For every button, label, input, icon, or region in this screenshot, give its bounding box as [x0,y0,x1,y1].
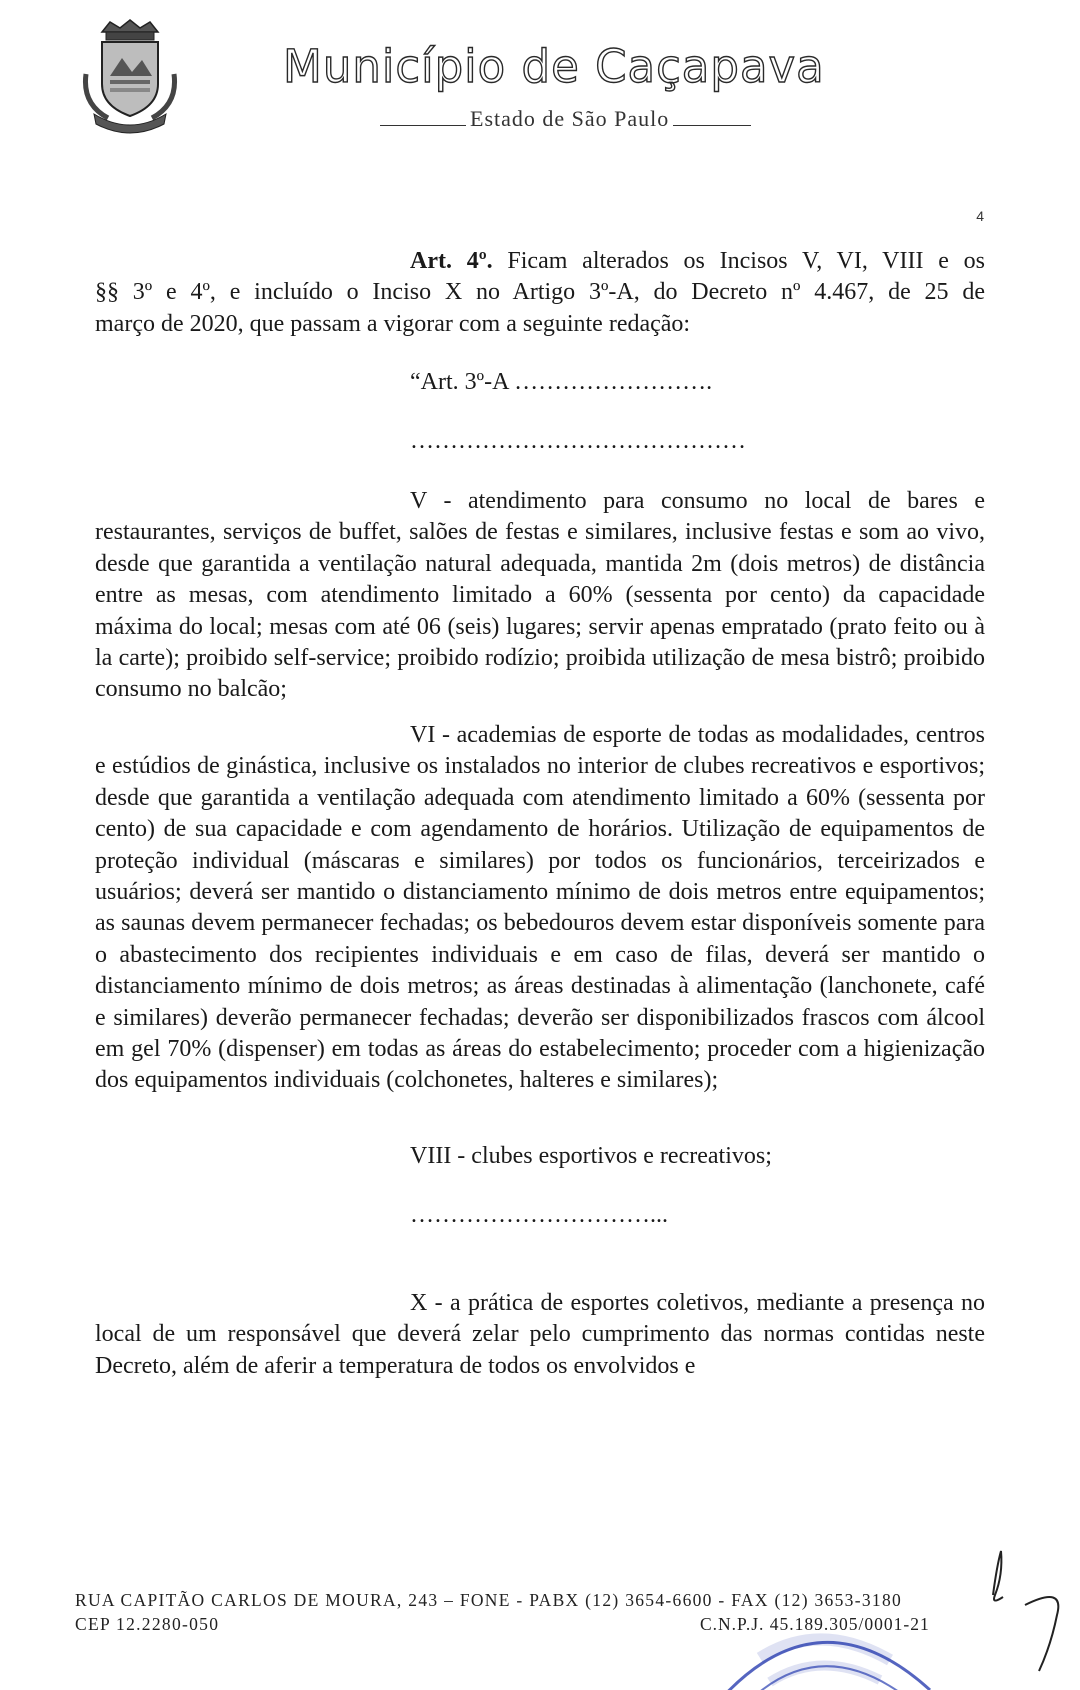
page-number: 4 [976,208,984,224]
publication-stamp [700,1610,940,1690]
ellipsis-line-1: …………………………………… [410,428,746,454]
ellipsis-line-2: …………………………... [410,1202,668,1228]
state-subtitle-text: Estado de São Paulo [470,106,670,131]
inciso-viii-line: VIII - clubes esportivos e recreativos; [410,1143,772,1169]
handwritten-signature [985,1545,1075,1674]
inciso-v-paragraph: V - atendimento para consumo no local de bares e restaurantes, serviços de buffet, salões de festas e similares, inclusive festas e som ao vivo, desde que garantida a ventilação natural adequada, mantida 2m (dois metros) de distância entre as mesas, com atendimento limitado a 60% (sessenta por cento) da capacidade máxima do local; mesas com até 06 (seis) lugares; servir apenas empratado (prato feito ou à la carte); proibido self-service; proibido rodízio; proibida utilização de mesa bistrô; proibido consumo no balcão; [95,488,985,703]
footer-cnpj: C.N.P.J. 45.189.305/0001-21 [700,1614,930,1634]
subtitle-left-rule [380,125,466,126]
municipal-crest-logo [80,14,180,134]
article-intro-text: Ficam alterados os Incisos V, VI, VIII e os [492,248,985,274]
footer-address: RUA CAPITÃO CARLOS DE MOURA, 243 – FONE - PABX (12) 3654-6600 - FAX (12) 3653-3180 [75,1590,903,1610]
quoted-article-label: “Art. 3º-A ……………………. [410,369,713,395]
article-intro-line-1 [410,248,985,275]
article-heading: Art. 4º. [410,248,493,274]
municipality-title: Município de Caçapava [283,40,825,93]
inciso-vi-paragraph: VI - academias de esporte de todas as modalidades, centros e estúdios de ginástica, inclusive os instalados no interior de clubes recreativos e esportivos; desde que garantida a ventilação adequada com atendimento limitado a 60% (sessenta por cento) de sua capacidade e com agendamento de horários. Utilização de equipamentos de proteção individual (máscaras e similares) por todos os funcionários, terceirizados e usuários; deverá ser mantido o distanciamento mínimo de dois metros entre equipamentos; as saunas devem permanecer fechadas; os bebedouros devem estar disponíveis somente para o abastecimento dos recipientes individuais e em caso de filas, deverá ser mantido o distanciamento mínimo de dois metros; as áreas destinadas à alimentação (lanchonete, café e similares) deverão permanecer fechadas; deverão ser disponibilizados frascos com álcool em gel 70% (dispenser) em todas as áreas do estabelecimento; proceder com a higienização dos equipamentos individuais (colchonetes, halteres e similares); [95,722,985,1094]
inciso-x-paragraph: X - a prática de esportes coletivos, mediante a presença no local de um responsável que deverá zelar pelo cumprimento das normas contidas neste Decreto, além de aferir a temperatura de todos os envolvidos e [95,1290,985,1379]
subtitle-right-rule [673,125,751,126]
state-subtitle [380,106,751,132]
article-intro-line-2: §§ 3º e 4º, e incluído o Inciso X no Artigo 3º-A, do Decreto nº 4.467, de 25 de [95,279,985,305]
article-intro-line-3: março de 2020, que passam a vigorar com a seguinte redação: [95,311,691,337]
footer-cep: CEP 12.2280-050 [75,1614,220,1634]
